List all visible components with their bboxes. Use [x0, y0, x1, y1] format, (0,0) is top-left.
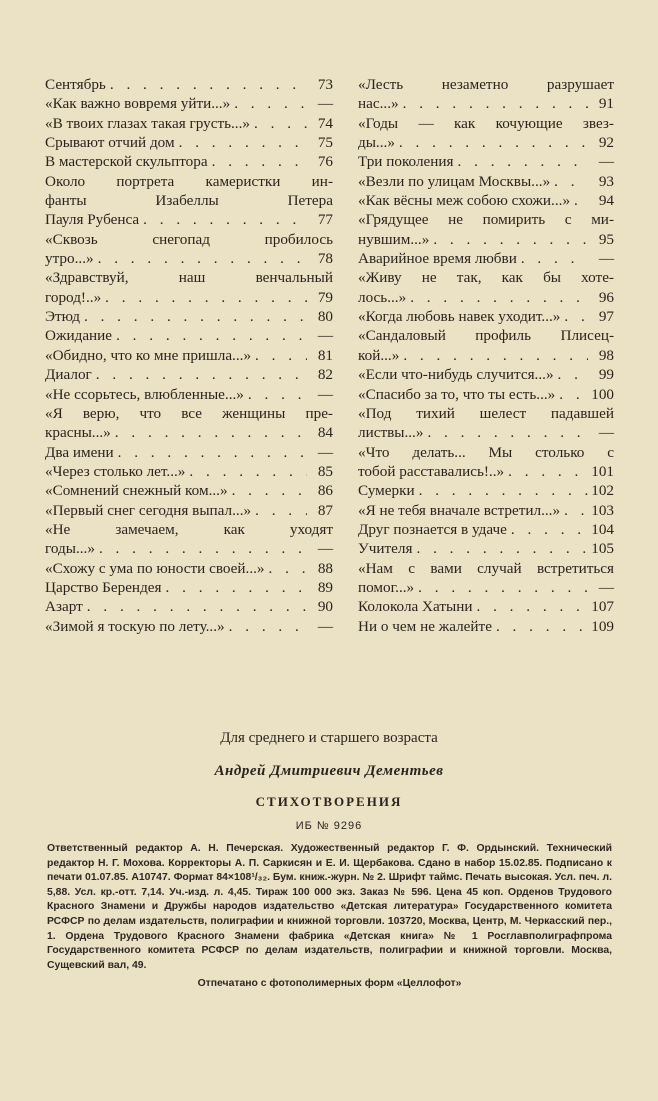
toc-left-column — [45, 75, 333, 636]
toc-entry-title-line: листвы...» — [358, 424, 424, 442]
toc-entry-last-line — [45, 326, 333, 345]
toc-page-number: — — [317, 95, 333, 113]
toc-entry — [358, 385, 614, 404]
toc-entry — [358, 539, 614, 558]
toc-page-number: 100 — [591, 385, 614, 403]
toc-entry-last-line — [358, 346, 614, 365]
toc-entry — [45, 578, 333, 597]
toc-entry-last-line — [45, 249, 333, 268]
dot-leader — [454, 152, 589, 171]
toc-entry-title-line: Аварийное время любви — [358, 250, 517, 268]
dot-leader — [228, 481, 307, 500]
toc-entry-last-line — [45, 307, 333, 326]
toc-entry — [45, 501, 333, 520]
toc-entry — [358, 172, 614, 191]
toc-page-number: 86 — [317, 482, 333, 500]
toc-entry — [45, 597, 333, 616]
toc-entry — [358, 597, 614, 616]
toc-entry-title-line: «Сандаловый профиль Плисец- — [358, 327, 614, 345]
dot-leader — [570, 191, 588, 210]
dot-leader — [112, 326, 307, 345]
toc-entry — [45, 230, 333, 269]
toc-entry-title-line: Учителя — [358, 540, 413, 558]
book-title: СТИХОТВОРЕНИЯ — [255, 794, 403, 809]
toc-entry-last-line — [358, 617, 614, 636]
toc-entry — [45, 133, 333, 152]
toc-page-number: 79 — [317, 288, 333, 306]
dot-leader — [492, 617, 588, 636]
toc-entry-last-line — [358, 423, 614, 442]
toc-entry-last-line — [45, 539, 333, 558]
toc-entry-title-line: Друг познается в удаче — [358, 520, 507, 538]
toc-entry — [45, 326, 333, 345]
toc-entry-last-line — [358, 191, 614, 210]
dot-leader — [414, 578, 588, 597]
toc-page-number: 102 — [591, 482, 614, 500]
toc-entry-title-line: Сентябрь — [45, 76, 106, 93]
dot-leader — [472, 597, 588, 616]
toc-entry — [45, 481, 333, 500]
dot-leader — [95, 539, 307, 558]
toc-entry-title-line: Срывают отчий дом — [45, 134, 175, 152]
dot-leader — [265, 559, 307, 578]
dot-leader — [80, 307, 307, 326]
toc-entry — [358, 191, 614, 210]
dot-leader — [92, 365, 307, 384]
dot-leader — [106, 75, 307, 94]
dot-leader — [517, 249, 588, 268]
dot-leader — [554, 365, 588, 384]
dot-leader — [406, 288, 588, 307]
toc-entry — [358, 520, 614, 539]
dot-leader — [560, 501, 588, 520]
toc-entry-title-line: Царство Берендея — [45, 578, 162, 596]
toc-entry-last-line — [45, 152, 333, 171]
dot-leader — [175, 133, 307, 152]
toc-entry-last-line — [358, 462, 614, 481]
ib-number: ИБ № 9296 — [295, 820, 363, 832]
toc-entry-title-line: «Первый снег сегодня выпал...» — [45, 501, 252, 519]
toc-entry-last-line — [45, 114, 333, 133]
toc-entry-last-line — [358, 578, 614, 597]
toc-entry — [358, 559, 614, 598]
toc-entry — [358, 404, 614, 443]
toc-page-number: — — [317, 540, 333, 558]
toc-page-number: 95 — [598, 230, 614, 248]
toc-entry — [358, 326, 614, 365]
toc-page-number: — — [317, 617, 333, 635]
toc-page-number: 98 — [598, 346, 614, 364]
dot-leader — [111, 423, 307, 442]
toc-entry — [358, 75, 614, 114]
toc-page-number: 85 — [317, 462, 333, 480]
imprint-text: Ответственный редактор А. Н. Печерская. Художественный редактор Г. Ф. Ордынский. Технический редактор Н. Г. Мохова. Корректоры А. П. Саркисян и Е. И. Щербакова. Сдано в набор 15.02.85. Подписано к печати 01.07.85. А10747. Формат 84×108¹/₃₂. Бум. книж.-журн. № 2. Шрифт таймс. Печать высокая. Усл. печ. л. 5,88. Усл. кр.-отт. 7,14. Уч.-изд. л. 4,45. Тираж 100 000 экз. Заказ № 596. Цена 45 коп. Орденов Трудового Красного Знамени и Дружбы народов издательство «Детская литература» Государственного комитета РСФСР по делам издательств, полиграфии и книжной торговли. 103720, Москва, Центр, М. Черкасский пер., 1. Ордена Трудового Красного Знамени фабрика «Детская книга» № 1 Росглавполиграфпрома Государственного комитета РСФСР по делам издательств, полиграфии и книжной торговли. Москва, Сущевский вал, 49. — [47, 843, 612, 971]
toc-page-number: 73 — [317, 76, 333, 93]
dot-leader — [225, 617, 307, 636]
toc-entry-title-line: Колокола Хатыни — [358, 598, 473, 616]
toc-page-number: 78 — [317, 250, 333, 268]
toc-entry-last-line — [358, 385, 614, 404]
toc-page-number: — — [598, 153, 614, 171]
toc-entry-last-line — [45, 423, 333, 442]
toc-entry-last-line — [358, 288, 614, 307]
dot-leader — [162, 578, 307, 597]
toc-page-number: 77 — [317, 211, 333, 229]
toc-entry-title-line: Азарт — [45, 598, 83, 616]
toc-entry-title-line: «Под тихий шелест падавшей — [358, 404, 614, 422]
toc-entry-title-line: «Везли по улицам Москвы...» — [358, 172, 551, 190]
toc-entry-title-line: тобой расставались!..» — [358, 462, 505, 480]
colophon-block — [47, 842, 612, 992]
toc-entry-last-line — [358, 307, 614, 326]
toc-entry — [45, 114, 333, 133]
toc-page-number: 82 — [317, 366, 333, 384]
toc-entry-last-line — [45, 597, 333, 616]
toc-entry-last-line — [358, 520, 614, 539]
dot-leader — [139, 210, 307, 229]
toc-page-number: 103 — [591, 501, 614, 519]
toc-entry-title-line: «Спасибо за то, что ты есть...» — [358, 385, 556, 403]
toc-entry-last-line — [358, 230, 614, 249]
toc-entry — [45, 94, 333, 113]
dot-leader — [244, 385, 307, 404]
toc-entry-title-line: «Лесть незаметно разрушает — [358, 76, 614, 93]
dot-leader — [251, 346, 307, 365]
toc-entry-last-line — [45, 346, 333, 365]
author-name: Андрей Дмитриевич Дементьев — [214, 763, 444, 779]
toc-entry-last-line — [45, 288, 333, 307]
dot-leader — [399, 346, 588, 365]
dot-leader — [415, 481, 588, 500]
dot-leader — [507, 520, 588, 539]
toc-entry — [358, 307, 614, 326]
toc-entry-title-line: Три поколения — [358, 153, 454, 171]
toc-entry — [45, 307, 333, 326]
toc-page-number: 105 — [591, 540, 614, 558]
toc-entry-title-line: «Обидно, что ко мне пришла...» — [45, 346, 252, 364]
toc-entry-title-line: «Не замечаем, как уходят — [45, 520, 333, 538]
toc-entry — [45, 346, 333, 365]
toc-entry-title-line: нувшим...» — [358, 230, 430, 248]
toc-page-number: — — [598, 578, 614, 596]
toc-page-number: 76 — [317, 153, 333, 171]
toc-entry — [358, 617, 614, 636]
toc-entry-title-line: «Грядущее не помирить с ми- — [358, 211, 614, 229]
toc-entry-title-line: Этюд — [45, 308, 80, 326]
toc-page-number: — — [317, 443, 333, 461]
toc-entry-last-line — [358, 172, 614, 191]
toc-page-number: 81 — [317, 346, 333, 364]
toc-entry-last-line — [45, 75, 333, 94]
toc-page-number: — — [317, 385, 333, 403]
toc-entry-title-line: «В твоих глазах такая грусть...» — [45, 114, 250, 132]
toc-page-number: 75 — [317, 134, 333, 152]
toc-page-number: 99 — [598, 366, 614, 384]
dot-leader — [560, 307, 588, 326]
dot-leader — [114, 443, 307, 462]
toc-entry-title-line: «Через столько лет...» — [45, 462, 186, 480]
toc-entry-last-line — [45, 462, 333, 481]
dot-leader — [208, 152, 307, 171]
toc-entry-last-line — [358, 501, 614, 520]
toc-page-number: 74 — [317, 114, 333, 132]
toc-entry-last-line — [358, 481, 614, 500]
toc-page-number: 80 — [317, 308, 333, 326]
toc-entry-title-line: лось...» — [358, 288, 407, 306]
toc-entry — [45, 268, 333, 307]
toc-entry — [358, 114, 614, 153]
printed-by: Отпечатано с фотополимерных форм «Целлофот» — [197, 978, 462, 990]
toc-entry-title-line: «Если что-нибудь случится...» — [358, 366, 554, 384]
toc-entry-title-line: «Я не тебя вначале встретил...» — [358, 501, 561, 519]
toc-entry-last-line — [45, 617, 333, 636]
toc-entry-last-line — [45, 578, 333, 597]
toc-entry-title-line: «Я верю, что все женщины пре- — [45, 404, 333, 422]
toc-entry-title-line: годы...» — [45, 540, 95, 558]
toc-entry — [45, 365, 333, 384]
toc-entry — [45, 462, 333, 481]
dot-leader — [504, 462, 588, 481]
toc-entry — [358, 443, 614, 482]
toc-page-number: 101 — [591, 462, 614, 480]
toc-entry-title-line: «Как важно вовремя уйти...» — [45, 95, 231, 113]
toc-entry — [358, 365, 614, 384]
toc-page-number: — — [598, 250, 614, 268]
toc-page-number: 90 — [317, 598, 333, 616]
dot-leader — [83, 597, 307, 616]
toc-entry-last-line — [45, 94, 333, 113]
toc-entry-last-line — [45, 443, 333, 462]
toc-entry — [358, 249, 614, 268]
toc-entry-title-line: Сумерки — [358, 482, 415, 500]
toc-page-number: 89 — [317, 578, 333, 596]
toc-entry — [358, 210, 614, 249]
dot-leader — [429, 230, 588, 249]
toc-page-number: 84 — [317, 424, 333, 442]
toc-page-number: 91 — [598, 95, 614, 113]
toc-page-number: 107 — [591, 598, 614, 616]
toc-entry-title-line: ды...» — [358, 134, 395, 152]
toc-entry — [358, 501, 614, 520]
toc-entry-last-line — [358, 539, 614, 558]
toc-entry-last-line — [45, 133, 333, 152]
toc-entry-title-line: «Не ссорьтесь, влюбленные...» — [45, 385, 244, 403]
toc-entry — [45, 559, 333, 578]
toc-entry-last-line — [45, 481, 333, 500]
toc-entry-last-line — [45, 385, 333, 404]
toc-entry-last-line — [358, 249, 614, 268]
toc-entry — [358, 268, 614, 307]
toc-entry-title-line: город!..» — [45, 288, 102, 306]
toc-entry-last-line — [358, 94, 614, 113]
toc-entry-last-line — [45, 210, 333, 229]
toc-entry-title-line: «Здравствуй, наш венчальный — [45, 269, 333, 287]
toc-page-number: 87 — [317, 501, 333, 519]
dot-leader — [94, 249, 307, 268]
toc-page-number: 97 — [598, 308, 614, 326]
toc-entry-title-line: Диалог — [45, 366, 92, 384]
toc-entry — [45, 75, 333, 94]
toc-entry-title-line: утро...» — [45, 250, 94, 268]
toc-entry-title-line: помог...» — [358, 578, 415, 596]
toc-page-number: 88 — [317, 559, 333, 577]
dot-leader — [251, 501, 307, 520]
toc-entry — [358, 481, 614, 500]
toc-page-number: 93 — [598, 172, 614, 190]
dot-leader — [555, 385, 588, 404]
toc-entry-title-line: «Живу не так, как бы хоте- — [358, 269, 614, 287]
toc-entry-title-line: Два имени — [45, 443, 114, 461]
toc-entry-title-line: фанты Изабеллы Петера — [45, 192, 333, 210]
toc-entry-title-line: кой...» — [358, 346, 400, 364]
toc-entry-last-line — [358, 133, 614, 152]
toc-entry — [45, 385, 333, 404]
toc-entry — [45, 152, 333, 171]
toc-page-number: 96 — [598, 288, 614, 306]
toc-entry-title-line: «Схожу с ума по юности своей...» — [45, 559, 265, 577]
toc-entry — [45, 520, 333, 559]
toc-entry-title-line: Около портрета камеристки ин- — [45, 172, 333, 190]
toc-entry-title-line: «Сомнений снежный ком...» — [45, 482, 228, 500]
toc-entry-title-line: красны...» — [45, 424, 111, 442]
dot-leader — [185, 462, 307, 481]
dot-leader — [412, 539, 588, 558]
toc-page-number: 104 — [591, 520, 614, 538]
age-rating: Для среднего и старшего возраста — [220, 730, 438, 746]
dot-leader — [550, 172, 588, 191]
toc-entry — [358, 152, 614, 171]
dot-leader — [395, 133, 588, 152]
toc-entry-title-line: Ожидание — [45, 327, 113, 345]
dot-leader — [230, 94, 307, 113]
dot-leader — [101, 288, 307, 307]
toc-page-number: — — [598, 424, 614, 442]
toc-page-number: 94 — [598, 192, 614, 210]
toc-entry — [45, 404, 333, 443]
toc-entry-title-line: нас...» — [358, 95, 399, 113]
toc-right-column — [358, 75, 614, 636]
toc-entry-title-line: Ни о чем не жалейте — [358, 617, 492, 635]
toc-entry-last-line — [45, 501, 333, 520]
toc-entry-title-line: «Зимой я тоскую по лету...» — [45, 617, 225, 635]
toc-entry-title-line: «Нам с вами случай встретиться — [358, 559, 614, 577]
toc-entry-last-line — [45, 365, 333, 384]
toc-entry-title-line: «Сквозь снегопад пробилось — [45, 230, 333, 248]
toc-entry — [45, 617, 333, 636]
toc-entry-title-line: «Когда любовь навек уходит...» — [358, 308, 561, 326]
dot-leader — [423, 423, 588, 442]
toc-page-number: 92 — [598, 134, 614, 152]
toc-entry-last-line — [358, 365, 614, 384]
toc-entry-title-line: «Как вёсны меж собою схожи...» — [358, 192, 571, 210]
toc-page-number: 109 — [591, 617, 614, 635]
toc-entry-last-line — [45, 559, 333, 578]
dot-leader — [399, 94, 588, 113]
toc-entry-title-line: «Что делать... Мы столько с — [358, 443, 614, 461]
toc-entry-title-line: «Годы — как кочующие звез- — [358, 114, 614, 132]
toc-entry-last-line — [358, 152, 614, 171]
toc-entry-title-line: Пауля Рубенса — [45, 211, 140, 229]
toc-entry — [45, 443, 333, 462]
toc-entry-last-line — [358, 597, 614, 616]
toc-entry — [45, 172, 333, 230]
dot-leader — [250, 114, 307, 133]
toc-page-number: — — [317, 327, 333, 345]
toc-entry-title-line: В мастерской скульптора — [45, 153, 208, 171]
